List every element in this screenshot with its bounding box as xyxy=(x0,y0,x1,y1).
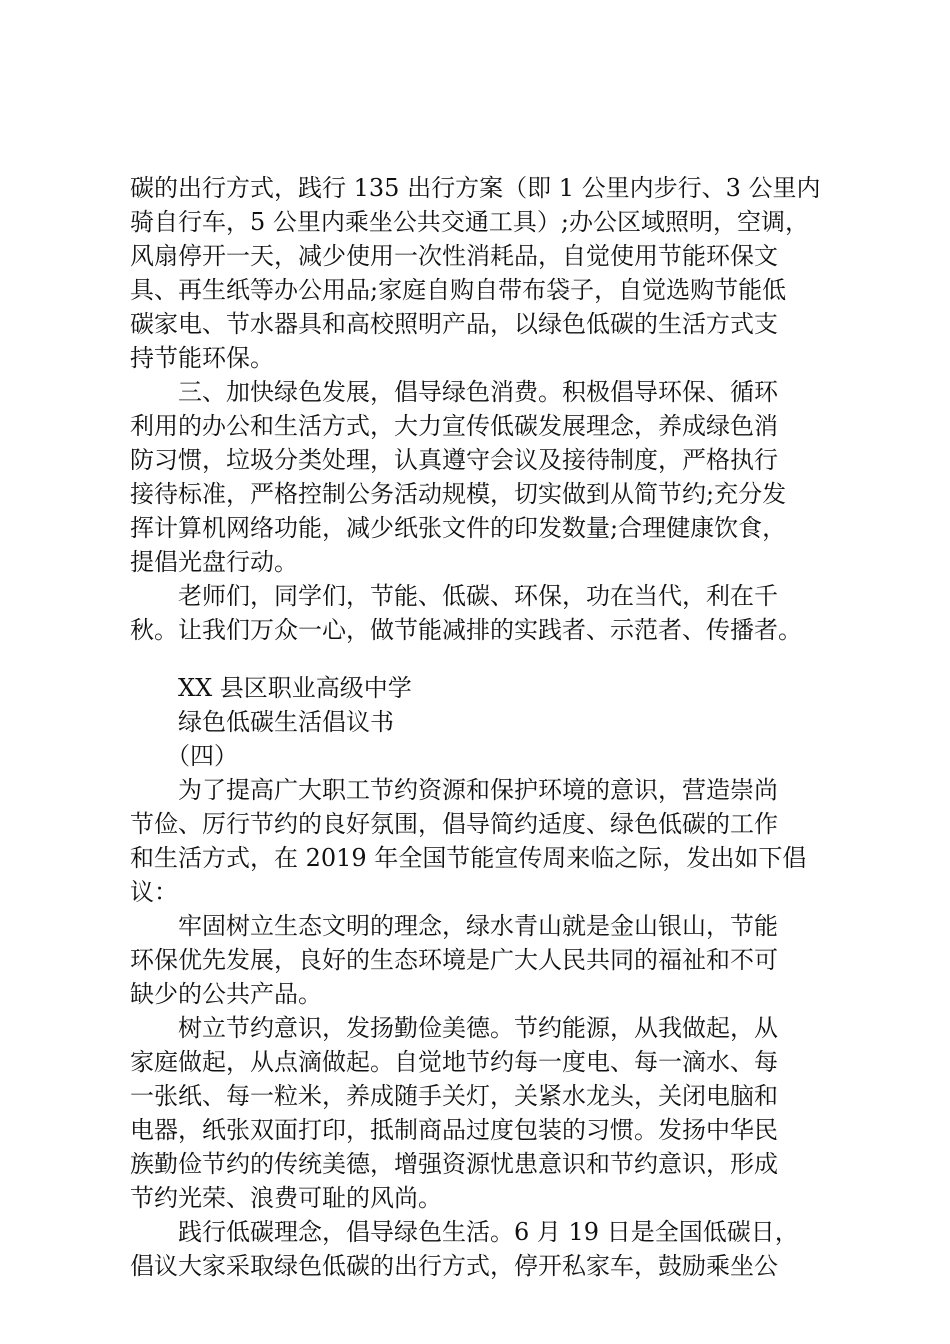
text-line: 为了提高广大职工节约资源和保护环境的意识，营造崇尚 xyxy=(130,776,778,804)
text-line: 践行低碳理念，倡导绿色生活。6 月 19 日是全国低碳日， xyxy=(130,1218,799,1246)
document-title: 绿色低碳生活倡议书 xyxy=(130,708,394,736)
text-line: 议： xyxy=(130,878,178,906)
text-line: 和生活方式，在 2019 年全国节能宣传周来临之际，发出如下倡 xyxy=(130,844,807,872)
text-line: 环保优先发展，良好的生态环境是广大人民共同的福祉和不可 xyxy=(130,946,778,974)
text-line: 老师们，同学们，节能、低碳、环保，功在当代，利在千 xyxy=(130,582,778,610)
text-line: 家庭做起，从点滴做起。自觉地节约每一度电、每一滴水、每 xyxy=(130,1048,778,1076)
text-line: 具、再生纸等办公用品;家庭自购自带布袋子，自觉选购节能低 xyxy=(130,276,787,304)
text-line: 碳家电、节水器具和高校照明产品，以绿色低碳的生活方式支 xyxy=(130,310,778,338)
text-line: 节约光荣、浪费可耻的风尚。 xyxy=(130,1184,442,1212)
text-line: 碳的出行方式，践行 135 出行方案（即 1 公里内步行、3 公里内 xyxy=(130,174,821,202)
text-line: 挥计算机网络功能，减少纸张文件的印发数量;合理健康饮食， xyxy=(130,514,787,542)
text-line: 提倡光盘行动。 xyxy=(130,548,298,576)
text-line: 秋。让我们万众一心，做节能减排的实践者、示范者、传播者。 xyxy=(130,616,802,644)
text-line: 族勤俭节约的传统美德，增强资源忧患意识和节约意识，形成 xyxy=(130,1150,778,1178)
text-line: 防习惯，垃圾分类处理，认真遵守会议及接待制度，严格执行 xyxy=(130,446,778,474)
text-line: 骑自行车，5 公里内乘坐公共交通工具）;办公区域照明，空调， xyxy=(130,208,809,236)
text-line: 持节能环保。 xyxy=(130,344,274,372)
text-line: 一张纸、每一粒米，养成随手关灯，关紧水龙头，关闭电脑和 xyxy=(130,1082,778,1110)
text-line: 牢固树立生态文明的理念，绿水青山就是金山银山，节能 xyxy=(130,912,778,940)
text-line: 风扇停开一天，减少使用一次性消耗品，自觉使用节能环保文 xyxy=(130,242,778,270)
section-number: （四） xyxy=(130,742,238,770)
text-line: 三、加快绿色发展，倡导绿色消费。积极倡导环保、循环 xyxy=(130,378,778,406)
text-line: 树立节约意识，发扬勤俭美德。节约能源，从我做起，从 xyxy=(130,1014,778,1042)
text-line: 缺少的公共产品。 xyxy=(130,980,322,1008)
text-line: 电器，纸张双面打印，抵制商品过度包装的习惯。发扬中华民 xyxy=(130,1116,778,1144)
text-line: 节俭、厉行节约的良好氛围，倡导简约适度、绿色低碳的工作 xyxy=(130,810,778,838)
school-name: XX 县区职业高级中学 xyxy=(130,674,412,702)
text-line: 接待标准，严格控制公务活动规模，切实做到从简节约;充分发 xyxy=(130,480,787,508)
text-line: 倡议大家采取绿色低碳的出行方式，停开私家车，鼓励乘坐公 xyxy=(130,1252,778,1280)
text-line: 利用的办公和生活方式，大力宣传低碳发展理念，养成绿色消 xyxy=(130,412,778,440)
